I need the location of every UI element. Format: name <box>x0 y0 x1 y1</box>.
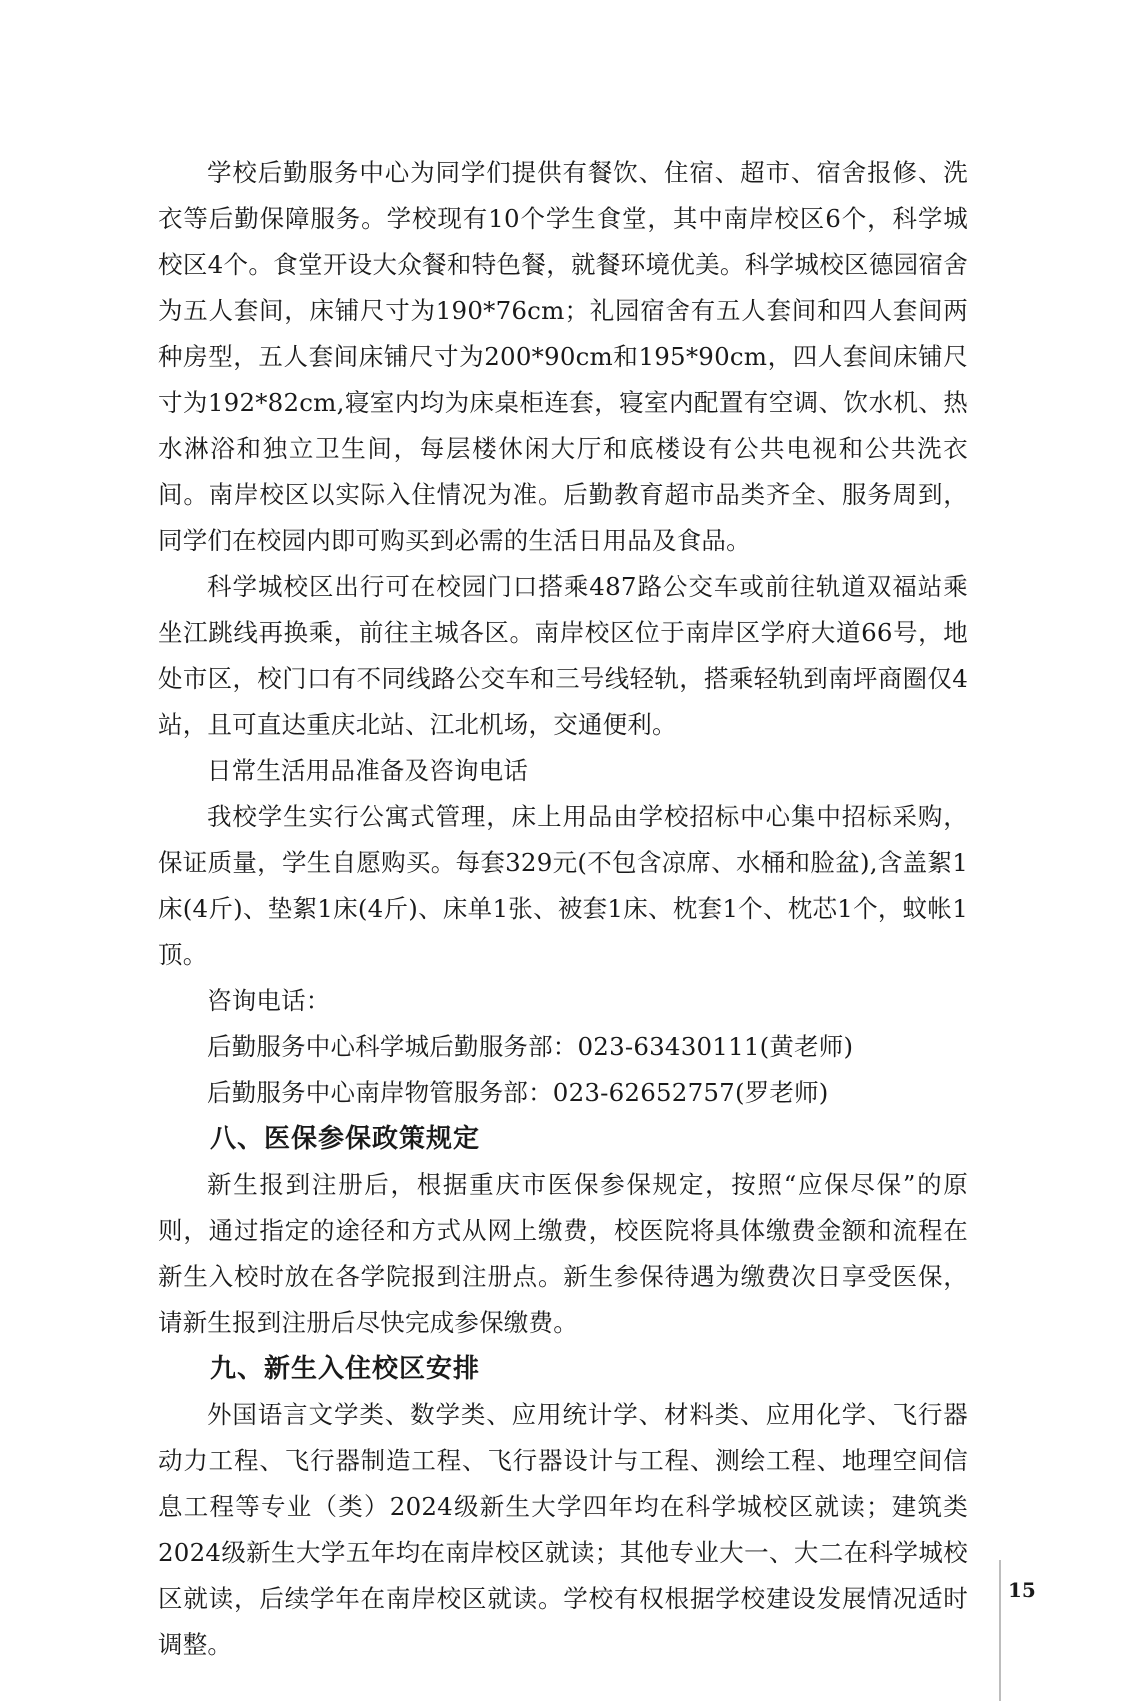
page-number: 15 <box>1008 1578 1036 1602</box>
consult-label: 咨询电话： <box>207 986 331 1015</box>
transport-paragraph: 科学城校区出行可在校园门口搭乘487路公交车或前往轨道双福站乘坐江跳线再换乘，前往主城各区。南岸校区位于南岸区学府大道66号，地处市区，校门口有不同线路公交车和三号线轻轨，搭乘轻轨到南坪商圈仅4站，且可直达重庆北站、江北机场，交通便利。 <box>158 572 968 739</box>
logistics-paragraph: 学校后勤服务中心为同学们提供有餐饮、住宿、超市、宿舍报修、洗衣等后勤保障服务。学校现有10个学生食堂，其中南岸校区6个，科学城校区4个。食堂开设大众餐和特色餐，就餐环境优美。科学城校区德园宿舍为五人套间，床铺尺寸为190*76cm；礼园宿舍有五人套间和四人套间两种房型，五人套间床铺尺寸为200*90cm和195*90cm，四人套间床铺尺寸为192*82cm,寝室内均为床桌柜连套，寝室内配置有空调、饮水机、热水淋浴和独立卫生间，每层楼休闲大厅和底楼设有公共电视和公共洗衣间。南岸校区以实际入住情况为准。后勤教育超市品类齐全、服务周到，同学们在校园内即可购买到必需的生活日用品及食品。 <box>158 158 968 555</box>
section-9-heading: 九、新生入住校区安排 <box>210 1354 481 1384</box>
page-number-divider <box>999 1560 1001 1701</box>
document-page <box>158 150 968 1668</box>
section-9-paragraph: 外国语言文学类、数学类、应用统计学、材料类、应用化学、飞行器动力工程、飞行器制造工程、飞行器设计与工程、测绘工程、地理空间信息工程等专业（类）2024级新生大学四年均在科学城校区就读；建筑类2024级新生大学五年均在南岸校区就读；其他专业大一、大二在科学城校区就读，后续学年在南岸校区就读。学校有权根据学校建设发展情况适时调整。 <box>158 1400 968 1659</box>
supplies-subtitle: 日常生活用品准备及咨询电话 <box>207 756 529 785</box>
section-8-paragraph: 新生报到注册后，根据重庆市医保参保规定，按照“应保尽保”的原则，通过指定的途径和方式从网上缴费，校医院将具体缴费金额和流程在新生入校时放在各学院报到注册点。新生参保待遇为缴费次日享受医保，请新生报到注册后尽快完成参保缴费。 <box>158 1170 968 1337</box>
supplies-paragraph: 我校学生实行公寓式管理，床上用品由学校招标中心集中招标采购，保证质量，学生自愿购买。每套329元(不包含凉席、水桶和脸盆),含盖絮1床(4斤)、垫絮1床(4斤)、床单1张、被套1床、枕套1个、枕芯1个，蚊帐1顶。 <box>158 802 968 969</box>
contact-line-science-city: 后勤服务中心科学城后勤服务部：023-63430111(黄老师) <box>207 1032 854 1061</box>
contact-line-nanan: 后勤服务中心南岸物管服务部：023-62652757(罗老师) <box>207 1078 829 1107</box>
section-8-heading: 八、医保参保政策规定 <box>210 1124 481 1154</box>
